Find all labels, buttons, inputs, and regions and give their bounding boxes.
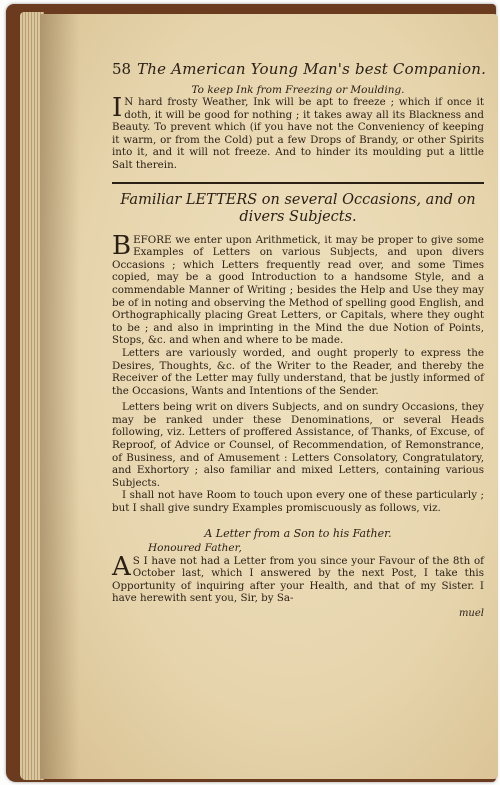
book-cover — [6, 4, 496, 782]
section-title: Familiar LETTERS on several Occasions, and on divers Subjects. — [120, 191, 476, 225]
paragraph-4: I shall not have Room to touch upon every one of these particularly ; but I shall give sundry Examples promiscuously as follows, viz. — [112, 489, 484, 515]
running-title: The American Young Man's best Companion. — [137, 60, 487, 78]
paragraph-3: Letters being writ on divers Subjects, and on sundry Occasions, they may be ranked under these Denominations, or several Heads following, viz. Letters of proffered Assistance, of Thanks, of Excuse, of Reproof, of Advice or Counsel, of Recommendation, of Remonstrance, of Business, and of Amusement : Letters Consolatory, Congratulatory, and Exhortory ; also familiar and mixed Letters, containing various Subjects. — [112, 401, 484, 489]
paragraph-2: Letters are variously worded, and ought properly to express the Desires, Thoughts, &c. of the Writer to the Reader, and thereby the Receiver of the Letter may fully understand, that be justly informed of the Occasions, Wants and Intentions of the Sender. — [112, 346, 484, 397]
section-divider — [112, 182, 484, 184]
letter-title: A Letter from a Son to his Father. — [204, 526, 392, 540]
page-content — [112, 60, 487, 619]
page-number: 58 — [112, 60, 132, 78]
letter-paragraph: AS I have not had a Letter from you since your Favour of the 8th of October last, which I answered by the next Post, I take this Opportunity of inquiring after your Health, and that of my Sister. I have herewith sent you, Sir, by Sa- — [112, 551, 484, 605]
paragraph-1: BEFORE we enter upon Arithmetick, it may be proper to give some Examples of Letters on various Subjects, and upon divers Occasions ; which Letters frequently read over, and some Times copied, may be a good Introduction to a handsome Style, and a commendable Manner of Writing ; besides the Help and Use they may be of in noting and observing the Method of spelling good English, and Orthographically placing Great Letters, or Capitals, where they ought to be ; and also in imprinting in the Mind the due Notion of Points, Stops, &c. and when and where to be made. — [112, 230, 484, 347]
book-page — [40, 14, 498, 779]
running-head — [112, 60, 487, 78]
ink-heading: To keep Ink from Freezing or Moulding. — [191, 84, 405, 96]
catchword: muel — [458, 608, 484, 619]
ink-paragraph: IN hard frosty Weather, Ink will be apt to freeze ; which if once it doth, it will be good for nothing ; it takes away all its Blackness and Beauty. To prevent which (if you have not the Conveniency of keeping it warm, or from the Cold) put a few Drops of Brandy, or other Spirits into it, and it will not freeze. And to hinder its moulding put a little Salt therein. — [112, 93, 484, 171]
salutation: Honoured Father, — [148, 541, 242, 554]
gutter-shadow — [40, 14, 80, 779]
